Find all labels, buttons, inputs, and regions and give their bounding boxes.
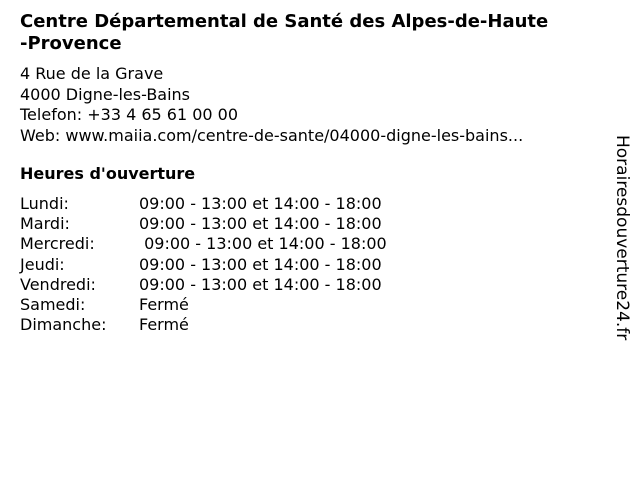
contact-info xyxy=(20,64,523,146)
phone-number: Telefon: +33 4 65 61 00 00 xyxy=(20,105,239,124)
hours-row-tuesday xyxy=(20,214,387,234)
day-hours: 09:00 - 13:00 et 14:00 - 18:00 xyxy=(139,254,382,274)
hours-row-monday xyxy=(20,194,387,214)
day-label: Samedi: xyxy=(20,295,86,315)
day-label: Dimanche: xyxy=(20,315,107,335)
address-city: 4000 Digne-les-Bains xyxy=(20,84,191,104)
day-hours: 09:00 - 13:00 et 14:00 - 18:00 xyxy=(139,214,382,234)
address-street: 4 Rue de la Grave xyxy=(20,64,164,83)
day-label: Mardi: xyxy=(20,214,70,234)
site-watermark: Horairesdouverture24.fr xyxy=(612,135,632,341)
day-label: Vendredi: xyxy=(20,274,96,294)
hours-row-saturday xyxy=(20,295,387,315)
day-hours: 09:00 - 13:00 et 14:00 - 18:00 xyxy=(139,194,382,213)
hours-row-friday xyxy=(20,275,387,295)
hours-row-wednesday xyxy=(20,234,387,254)
hours-row-sunday xyxy=(20,315,387,335)
day-hours: Fermé xyxy=(139,315,189,335)
opening-hours-table xyxy=(20,194,387,335)
hours-row-thursday xyxy=(20,255,387,275)
opening-hours-heading: Heures d'ouverture xyxy=(20,164,196,183)
business-name: Centre Départemental de Santé des Alpes-de-Haute -Provence xyxy=(20,11,549,54)
day-hours: 09:00 - 13:00 et 14:00 - 18:00 xyxy=(139,274,382,294)
day-hours: 09:00 - 13:00 et 14:00 - 18:00 xyxy=(139,234,387,254)
day-label: Lundi: xyxy=(20,194,69,213)
website-link[interactable]: Web: www.maiia.com/centre-de-sante/04000-digne-les-bains... xyxy=(20,125,524,145)
day-hours: Fermé xyxy=(139,295,189,315)
day-label: Jeudi: xyxy=(20,254,65,274)
day-label: Mercredi: xyxy=(20,234,95,254)
